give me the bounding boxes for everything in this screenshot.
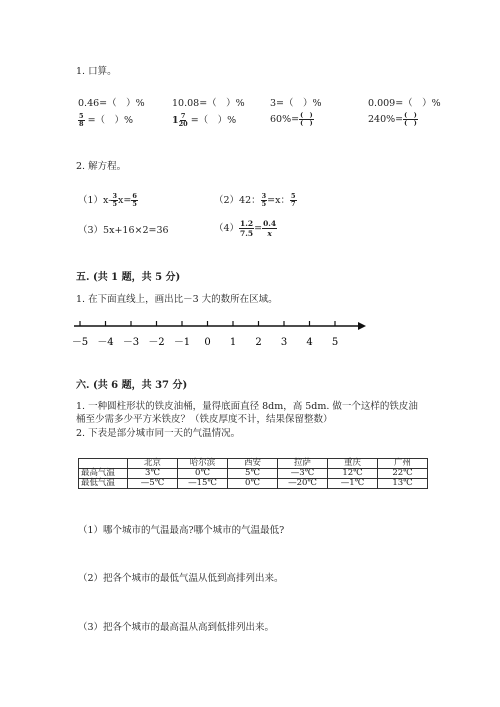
number-line-tick-label: 1 — [229, 337, 237, 348]
number-line-tick-label: 5 — [331, 337, 339, 348]
table-cell: —15℃ — [178, 479, 228, 489]
sub-question-2: （2）把各个城市的最低气温从低到高排列出来。 — [78, 573, 284, 584]
number-line-tick-label: －3 — [122, 337, 140, 348]
table-cell: —1℃ — [328, 479, 378, 489]
calc-item: 0.009=（ ）% — [368, 98, 441, 109]
question-2-title: 2. 解方程。 — [76, 161, 127, 172]
table-row — [79, 469, 428, 479]
table-cell: 0℃ — [228, 479, 278, 489]
row-label: 最低气温 — [79, 479, 128, 489]
number-line-tick-label: 2 — [255, 337, 262, 348]
table-cell: —5℃ — [128, 479, 178, 489]
sub-question-3: （3）把各个城市的最高温从高到低排列出来。 — [78, 622, 275, 633]
table-cell: 12℃ — [328, 469, 378, 479]
calc-item: $\frac{5}{8}$ =（ ）% — [79, 112, 134, 128]
table-row — [79, 479, 428, 489]
calc-item: 10.08=（ ）% — [172, 98, 245, 109]
calc-item: 60%= $\frac{( )}{( )}$ — [270, 111, 313, 127]
number-line-tick-label: 0 — [204, 337, 211, 348]
table-header-cell: 北京 — [128, 459, 178, 469]
question-text: 桶至少需多少平方米铁皮？（铁皮厚度不计，结果保留整数） — [76, 414, 333, 425]
table-header-row — [79, 459, 428, 469]
calc-item: 1 $\frac{7}{20}$ =（ ）% — [172, 112, 237, 128]
number-line-question: 1. 在下面直线上，画出比－3 大的数所在区域。 — [76, 294, 278, 305]
number-line-tick-label: 4 — [306, 337, 313, 348]
table-header-cell: 西安 — [228, 459, 278, 469]
table-header-cell: 重庆 — [328, 459, 378, 469]
section-5-heading: 五. (共 1 题，共 5 分) — [76, 272, 181, 283]
calc-item: 3=（ ）% — [270, 98, 322, 109]
equation-4: （4） $\frac{1.2}{7.5}$ = $\frac{0.4}{x}$ — [214, 219, 277, 238]
question-text: 2. 下表是部分城市同一天的气温情况。 — [76, 428, 241, 439]
equation-1: （1）x- $\frac{3}{5}$ x= $\frac{6}{5}$ — [78, 192, 137, 208]
table-cell: 0℃ — [178, 469, 228, 479]
sub-question-1: （1）哪个城市的气温最高?哪个城市的气温最低? — [78, 525, 285, 536]
question-text: 1. 一种圆柱形状的铁皮油桶，量得底面直径 8dm，高 5dm. 做一个这样的铁皮油 — [76, 401, 418, 412]
table-header-cell: 拉萨 — [278, 459, 328, 469]
table-cell: 22℃ — [378, 469, 428, 479]
table-cell: 5℃ — [228, 469, 278, 479]
section-6-heading: 六. (共 6 题，共 37 分) — [76, 380, 188, 391]
number-line — [70, 318, 370, 352]
calc-item: 240%= $\frac{( )}{( )}$ — [368, 111, 417, 127]
table-cell: —20℃ — [278, 479, 328, 489]
number-line-tick-label: －2 — [148, 337, 165, 348]
table-header-cell: 哈尔滨 — [178, 459, 228, 469]
number-line-tick-label: －4 — [97, 337, 114, 348]
temperature-table — [78, 458, 428, 489]
number-line-arrow — [358, 322, 366, 330]
row-label: 最高气温 — [79, 469, 128, 479]
number-line-tick-label: －1 — [173, 337, 191, 348]
equation-2: （2）42： $\frac{3}{5}$ =x： $\frac{5}{7}$ — [214, 192, 296, 208]
table-cell: 13℃ — [378, 479, 428, 489]
table-header-cell: 广州 — [378, 459, 428, 469]
calc-item: 0.46=（ ）% — [78, 98, 145, 109]
table-cell: —3℃ — [278, 469, 328, 479]
table-cell: 3℃ — [128, 469, 178, 479]
number-line-tick-label: －5 — [71, 337, 89, 348]
equation-3: （3）5x+16×2=36 — [78, 225, 169, 236]
question-1-title: 1. 口算。 — [76, 66, 117, 77]
table-corner — [79, 459, 128, 469]
number-line-tick-label: 3 — [280, 337, 288, 348]
